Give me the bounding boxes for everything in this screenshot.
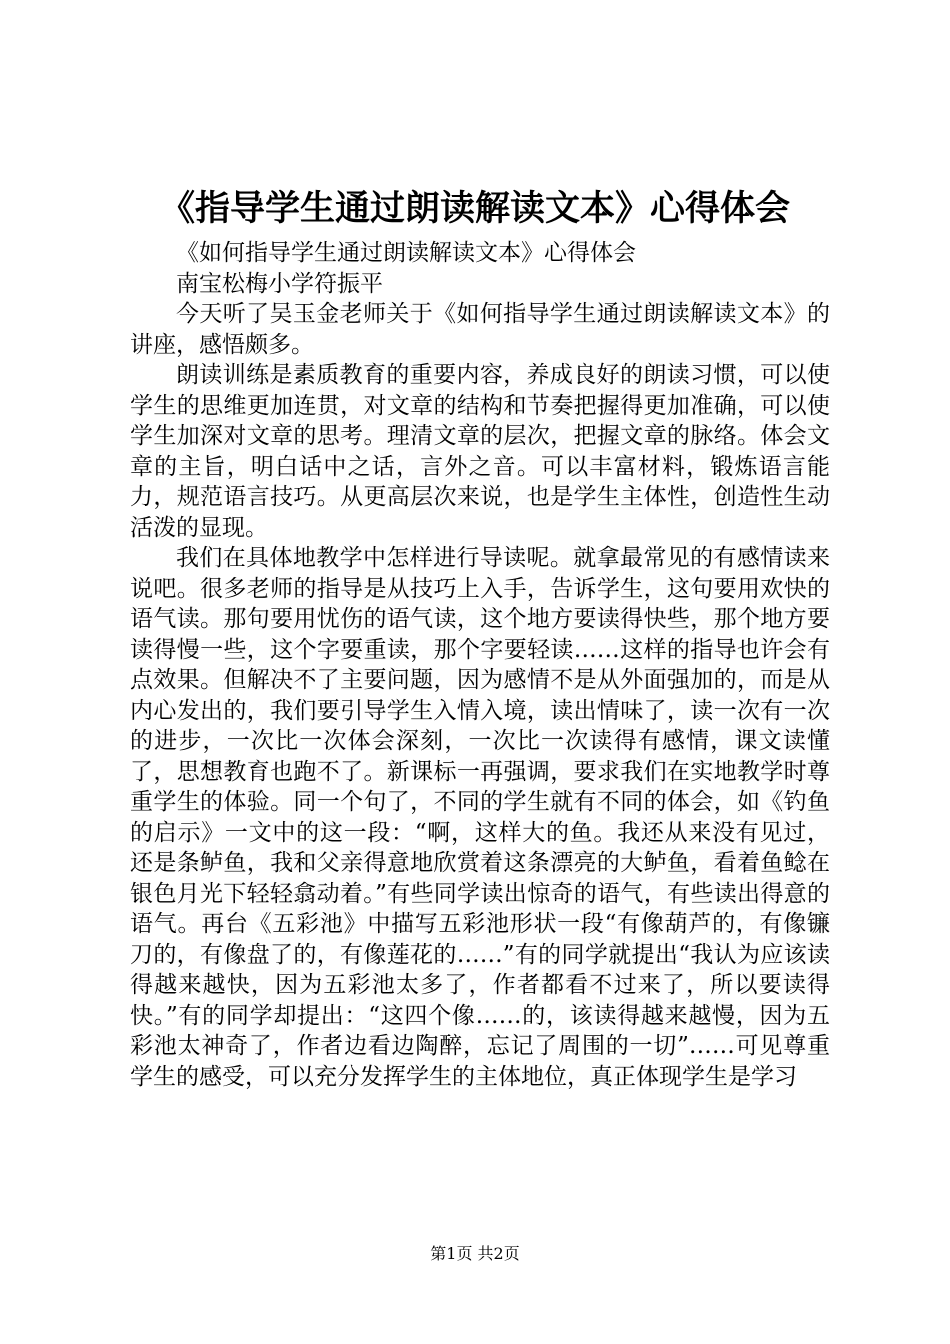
page-number: 第1页 共2页 — [430, 1244, 520, 1263]
document-subtitle: 《如何指导学生通过朗读解读文本》心得体会 — [176, 240, 636, 266]
document-body — [130, 238, 830, 1092]
paragraph: 我们在具体地教学中怎样进行导读呢。就拿最常见的有感情读来说吧。很多老师的指导是从技巧上入手，告诉学生，这句要用欢快的语气读。那句要用忧伤的语气读，这个地方要读得快些，那个地方要读得慢一些，这个字要重读，那个字要轻读……这样的指导也许会有点效果。但解决不了主要问题，因为感情不是从外面强加的，而是从内心发出的，我们要引导学生入情入境，读出情味了，读一次有一次的进步，一次比一次体会深刻，一次比一次读得有感情，课文读懂了，思想教育也跑不了。新课标一再强调，要求我们在实地教学时尊重学生的体验。同一个句了，不同的学生就有不同的体会，如《钓鱼的启示》一文中的这一段：“啊，这样大的鱼。我还从来没有见过，还是条鲈鱼，我和父亲得意地欣赏着这条漂亮的大鲈鱼，看着鱼鲶在银色月光下轻轻翕动着。”有些同学读出惊奇的语气，有些读出得意的语气。再台《五彩池》中描写五彩池形状一段“有像葫芦的，有像镰刀的，有像盘了的，有像莲花的……”有的同学就提出“我认为应该读得越来越快，因为五彩池太多了，作者都看不过来了，所以要读得快。”有的同学却提出：“这四个像……的，该读得越来越慢，因为五彩池太神奇了，作者边看边陶醉，忘记了周围的一切”……可见尊重学生的感受，可以充分发挥学生的主体地位，真正体现学生是学习 — [130, 545, 830, 1090]
paragraph: 朗读训练是素质教育的重要内容，养成良好的朗读习惯，可以使学生的思维更加连贯，对文章的结构和节奏把握得更加准确，可以使学生加深对文章的思考。理清文章的层次，把握文章的脉络。体会文章的主旨，明白话中之话，言外之音。可以丰富材料，锻炼语言能力，规范语言技巧。从更高层次来说，也是学生主体性，创造性生动活泼的显现。 — [130, 362, 830, 541]
document-author: 南宝松梅小学符振平 — [176, 270, 383, 297]
paragraph: 今天听了吴玉金老师关于《如何指导学生通过朗读解读文本》的讲座，感悟颇多。 — [130, 301, 830, 358]
document-title: 《指导学生通过朗读解读文本》心得体会 — [159, 189, 790, 229]
